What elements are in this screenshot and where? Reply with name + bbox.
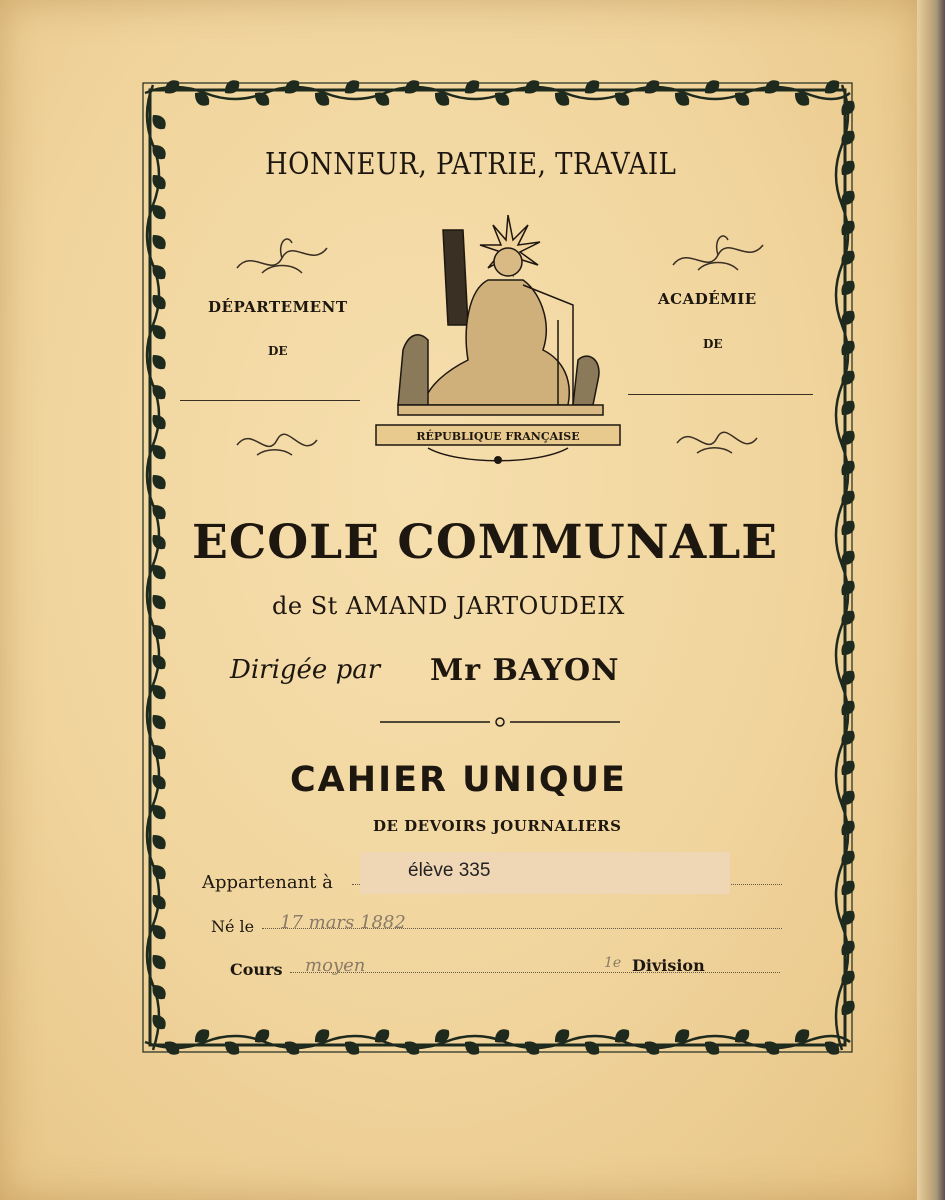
vine-leaf (148, 351, 169, 373)
vine-leaf (837, 277, 858, 299)
vine-leaf (148, 831, 169, 853)
division-prefix: 1e (604, 955, 622, 971)
vine-leaf (581, 77, 603, 98)
vine-leaf (701, 1037, 723, 1058)
departement-line (180, 400, 360, 401)
owner-value: élève 335 (408, 860, 491, 881)
academie-line (628, 394, 813, 395)
school-location: de St AMAND JARTOUDEIX (272, 592, 625, 620)
notebook-title: CAHIER UNIQUE (290, 760, 627, 800)
vine-leaf (837, 637, 858, 659)
ornament-flourish (668, 225, 768, 285)
ornament-flourish (232, 420, 322, 470)
vine-leaf (341, 77, 363, 98)
page-edge (917, 0, 945, 1200)
course-label: Cours (230, 960, 283, 979)
division-label: Division (632, 956, 705, 975)
vine-leaf (837, 517, 858, 539)
vine-leaf (821, 77, 843, 98)
vine-leaf (221, 1037, 243, 1058)
notebook-subtitle: DE DEVOIRS JOURNALIERS (373, 817, 622, 835)
motto: HONNEUR, PATRIE, TRAVAIL (265, 147, 677, 183)
born-value: 17 mars 1882 (280, 912, 406, 933)
academie-label: ACADÉMIE (658, 290, 757, 308)
vine-leaf (837, 757, 858, 779)
ornament-flourish (232, 228, 332, 288)
vine-leaf (341, 1037, 363, 1058)
vine-leaf (148, 951, 169, 973)
vine-leaf (221, 77, 243, 98)
vine-leaf (837, 877, 858, 899)
vine-leaf (148, 111, 169, 133)
vine-leaf (701, 77, 723, 98)
departement-de: DE (268, 344, 288, 358)
republique-emblem (368, 210, 628, 470)
divider-ornament (380, 712, 620, 732)
vine-leaf (581, 1037, 603, 1058)
owner-label: Appartenant à (202, 872, 333, 893)
vine-leaf (837, 157, 858, 179)
vine-leaf (461, 1037, 483, 1058)
emblem-banner-text: RÉPUBLIQUE FRANÇAISE (416, 430, 580, 443)
school-title: ECOLE COMMUNALE (192, 515, 779, 570)
ornament-flourish (672, 418, 762, 468)
departement-label: DÉPARTEMENT (208, 298, 348, 316)
vine-leaf (837, 397, 858, 419)
course-value: moyen (305, 955, 366, 976)
academie-de: DE (703, 337, 723, 351)
director-name: Mr BAYON (430, 653, 620, 688)
vine-leaf (148, 471, 169, 493)
vine-leaf (837, 997, 858, 1019)
directed-by-label: Dirigée par (230, 655, 381, 685)
vine-leaf (148, 711, 169, 733)
vine-leaf (148, 231, 169, 253)
vine-leaf (461, 77, 483, 98)
vine-leaf (148, 591, 169, 613)
born-label: Né le (211, 917, 255, 936)
